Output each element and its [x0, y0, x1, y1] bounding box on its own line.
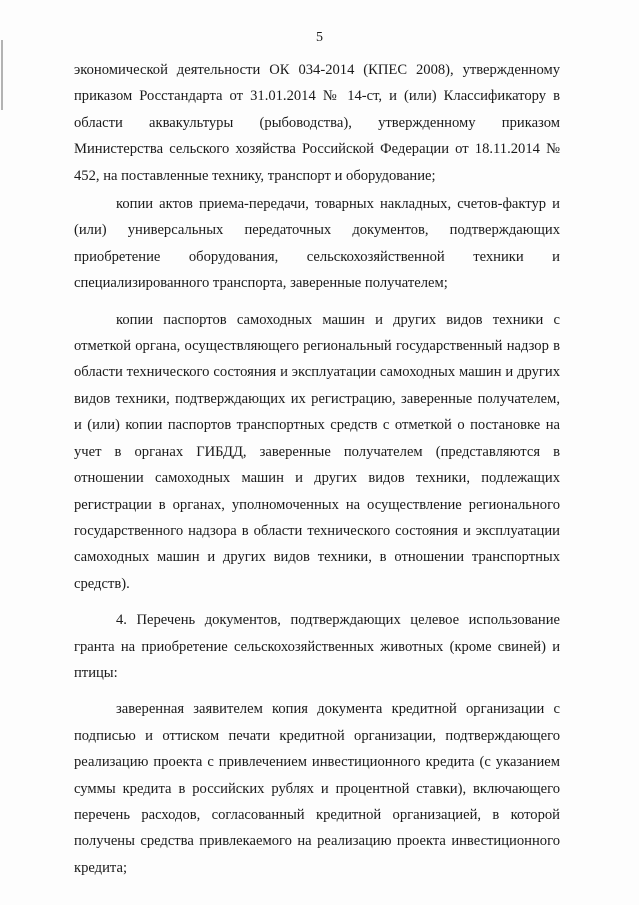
paragraph-credit-document: заверенная заявителем копия документа кредитной организации с подписью и оттиском печати кредитной организации, подтверждающего реализацию проекта с привлечением инвестиционного кредита (с указанием суммы кредита в российских рублях и процентной ставки), включающего перечень расходов, согласованный кредитной организацией, в которой получены средства привлекаемого на реализацию проекта инвестиционного кредита;	[74, 701, 560, 876]
scan-artifact	[1, 40, 3, 110]
paragraph-acts-copies: копии актов приема-передачи, товарных накладных, счетов-фактур и (или) универсальных передаточных документов, подтверждающих приобретение оборудования, сельскохозяйственной техники и специализированного транспорта, заверенные получателем;	[74, 196, 560, 292]
paragraph-section-4-heading: 4. Перечень документов, подтверждающих целевое использование гранта на приобретение сельскохозяйственных животных (кроме свиней) и птицы:	[74, 612, 560, 681]
paragraph-continuation: экономической деятельности ОК 034-2014 (КПЕС 2008), утвержденному приказом Росстандарта от 31.01.2014 № 14-ст, и (или) Классификатору в области аквакультуры (рыбоводства), утвержденному приказом Министерства сельского хозяйства Российской Федерации от 18.11.2014 № 452, на поставленные технику, транспорт и оборудование;	[74, 62, 560, 184]
document-body	[74, 57, 560, 883]
paragraph-passport-copies: копии паспортов самоходных машин и других видов техники с отметкой органа, осуществляющего региональный государственный надзор в области технического состояния и эксплуатации самоходных машин и других видов техники, подтверждающих их регистрацию, заверенные получателем, и (или) копии паспортов транспортных средств с отметкой о постановке на учет в органах ГИБДД, заверенные получателем (представляются в отношении самоходных машин и других видов техники, подлежащих регистрации в органах, уполномоченных на осуществление регионального государственного надзора в области технического состояния и эксплуатации самоходных машин и других видов техники, в отношении транспортных средств).	[74, 311, 560, 592]
page-number: 5	[316, 30, 323, 45]
